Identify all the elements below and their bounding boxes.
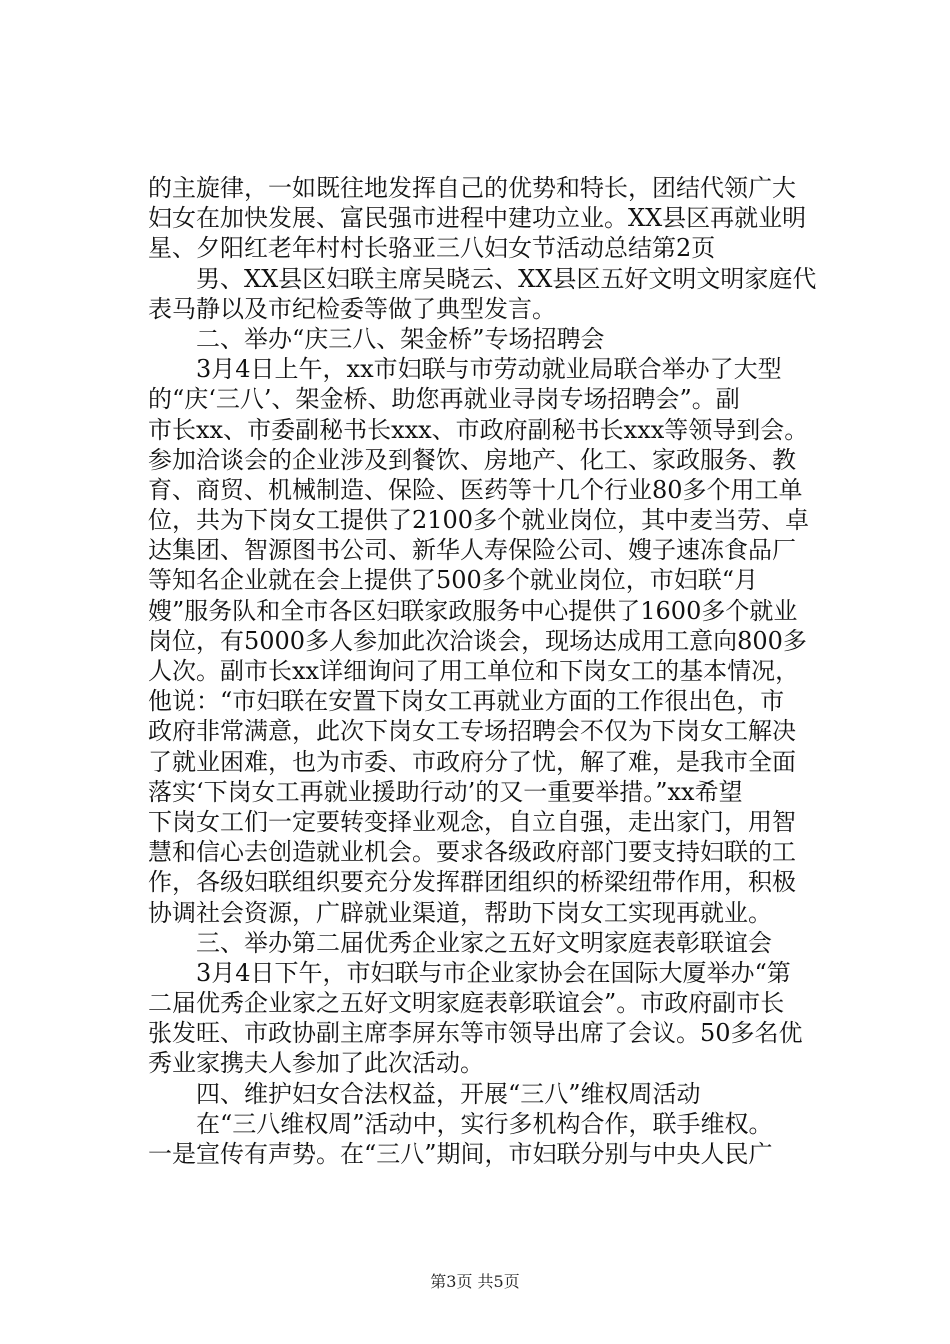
text-line: 人次。副市长xx详细询问了用工单位和下岗女工的基本情况， xyxy=(148,657,800,685)
document-body xyxy=(148,173,828,1169)
text-line: 的主旋律，一如既往地发挥自己的优势和特长，团结代领广大 xyxy=(148,174,796,202)
text-line: 参加洽谈会的企业涉及到餐饮、房地产、化工、家政服务、教 xyxy=(148,445,796,474)
text-line: 等知名企业就在会上提供了500多个就业岗位，市妇联“月 xyxy=(148,566,759,595)
section-heading: 三、举办第二届优秀企业家之五好文明家庭表彰联谊会 xyxy=(148,928,772,957)
text-line: 政府非常满意，此次下岗女工专场招聘会不仅为下岗女工解决 xyxy=(148,717,796,746)
text-line: 3月4日上午，xx市妇联与市劳动就业局联合举办了大型 xyxy=(148,355,782,384)
text-line: 在“三八维权周”活动中，实行多机构合作，联手维权。 xyxy=(148,1109,773,1138)
text-line: 妇女在加快发展、富民强市进程中建功立业。XX县区再就业明 xyxy=(148,204,807,233)
text-line: 他说：“市妇联在安置下岗女工再就业方面的工作很出色，市 xyxy=(148,687,785,716)
text-line: 协调社会资源，广辟就业渠道，帮助下岗女工实现再就业。 xyxy=(148,898,772,927)
text-line: 岗位，有5000多人参加此次洽谈会，现场达成用工意向800多 xyxy=(148,626,807,655)
text-line: 下岗女工们一定要转变择业观念，自立自强，走出家门，用智 xyxy=(148,807,796,836)
page-footer: 第3页 共5页 xyxy=(430,1272,520,1291)
text-line: 张发旺、市政协副主席李屏东等市领导出席了会议。50多名优 xyxy=(148,1019,803,1048)
text-line: 市长xx、市委副秘书长xxx、市政府副秘书长xxx等领导到会。 xyxy=(148,415,809,444)
text-line: 二届优秀企业家之五好文明家庭表彰联谊会”。市政府副市长 xyxy=(148,989,785,1018)
text-line: 作，各级妇联组织要充分发挥群团组织的桥梁纽带作用，积极 xyxy=(148,868,796,897)
text-line: 星、夕阳红老年村村长骆亚三八妇女节活动总结第2页 xyxy=(148,234,716,263)
text-line: 了就业困难，也为市委、市政府分了忧，解了难，是我市全面 xyxy=(148,747,796,776)
section-heading: 二、举办“庆三八、架金桥”专场招聘会 xyxy=(148,324,605,353)
text-line: 表马静以及市纪检委等做了典型发言。 xyxy=(148,294,556,323)
text-line: 一是宣传有声势。在“三八”期间，市妇联分别与中央人民广 xyxy=(148,1140,773,1168)
text-line: 秀业家携夫人参加了此次活动。 xyxy=(148,1049,484,1078)
text-line: 位，共为下岗女工提供了2100多个就业岗位，其中麦当劳、卓 xyxy=(148,506,810,535)
text-line: 慧和信心去创造就业机会。要求各级政府部门要支持妇联的工 xyxy=(148,838,796,867)
text-line: 达集团、智源图书公司、新华人寿保险公司、嫂子速冻食品厂 xyxy=(148,536,796,565)
text-line: 育、商贸、机械制造、保险、医药等十几个行业80多个用工单 xyxy=(148,475,803,504)
text-line: 嫂”服务队和全市各区妇联家政服务中心提供了1600多个就业 xyxy=(148,596,798,625)
text-line: 男、XX县区妇联主席吴晓云、XX县区五好文明文明家庭代 xyxy=(148,264,817,293)
text-line: 3月4日下午，市妇联与市企业家协会在国际大厦举办“第 xyxy=(148,958,791,987)
section-heading: 四、维护妇女合法权益，开展“三八”维权周活动 xyxy=(148,1079,701,1108)
text-line: 的“庆‘三八’、架金桥、助您再就业寻岗专场招聘会”。副 xyxy=(148,385,740,414)
text-line: 落实‘下岗女工再就业援助行动’的又一重要举措。”xx希望 xyxy=(148,777,743,806)
